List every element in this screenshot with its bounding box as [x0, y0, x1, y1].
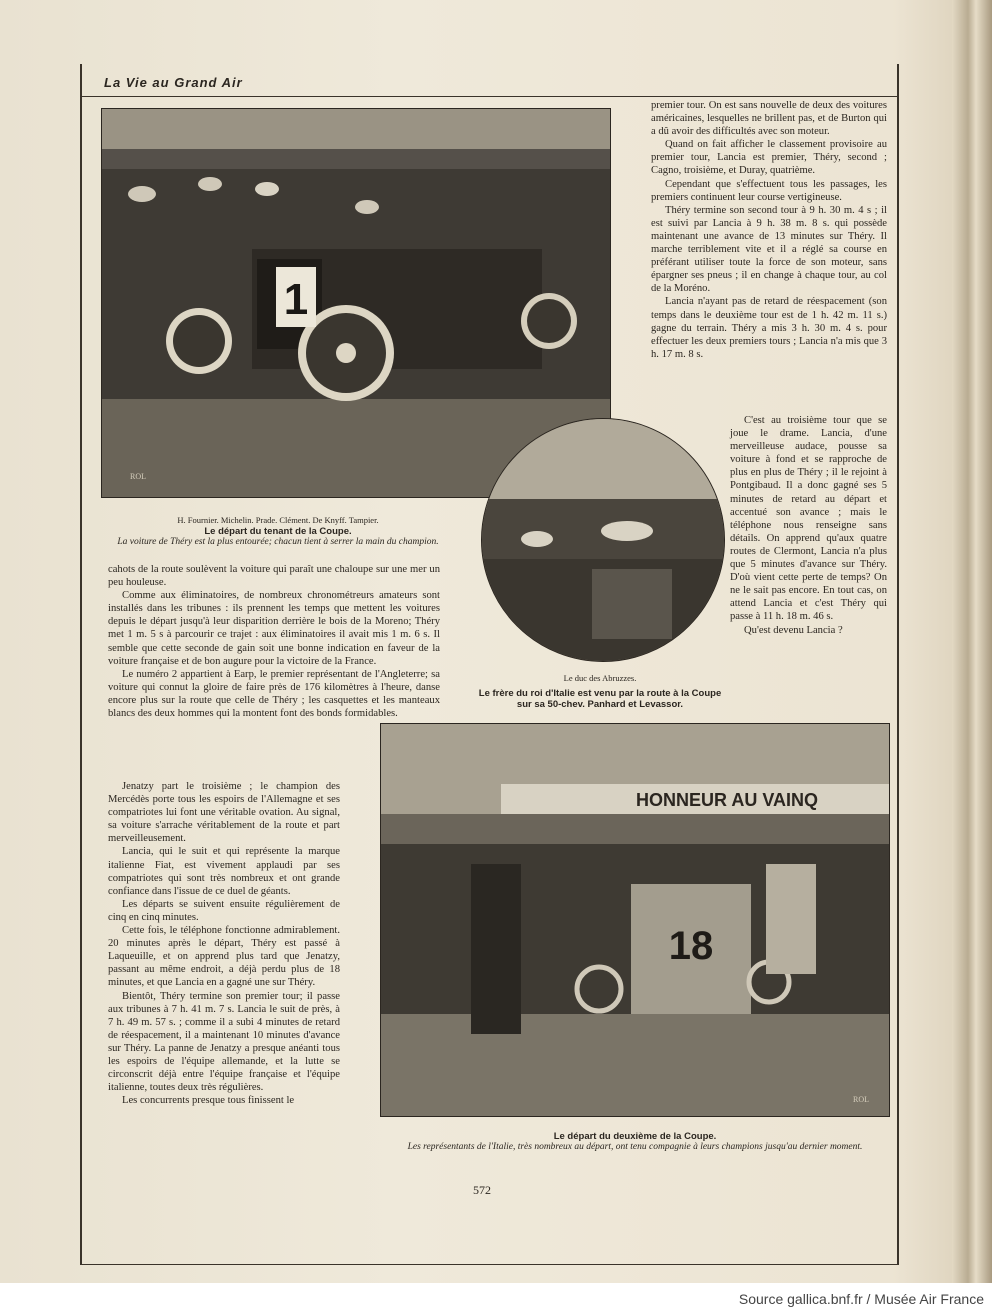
- left-paragraph: Bientôt, Théry termine son premier tour; il passe aux tribunes à 7 h. 41 m. 7 s. Lancia le suit de près, à 7 h. 49 m. 57 s. ; comme il a subi 4 minutes de retard de réespacement, il a maintenant 10 minutes d'avance sur Théry. La panne de Jenatzy a presque anéanti tous les espoirs de l'équipe allemande, et la lutte se circonscrit déjà entre l'équipe française et l'équipe italienne, toutes deux très régulières.: [108, 990, 340, 1094]
- banner-text: HONNEUR AU VAINQ: [636, 790, 819, 810]
- header-rule: [80, 96, 899, 97]
- left-paragraph: Les concurrents presque tous finissent le: [122, 1095, 295, 1107]
- left-paragraph: Le numéro 2 appartient à Earp, le premier représentant de l'Angleterre; sa voiture qui connut la gloire de faire près de 176 kilomètres à l'heure, danse encore plus sur la route que celle de Théry ; les casquettes et les manteaux blancs des deux hommes qui la montent font des bonds formidables.: [108, 668, 440, 720]
- left-paragraph: Jenatzy part le troisième ; le champion des Mercédès porte tous les espoirs de l'Allemagne et ses compatriotes lui font une véritable ovation. Au signal, sa voiture s'arrache véritablement de la route et part merveilleusement.: [108, 781, 340, 845]
- photo2-caption: [474, 673, 726, 710]
- left-paragraph: Cette fois, le téléphone fonctionne admirablement. 20 minutes après le départ, Théry est passé à Laqueuille, et on apprend plus tard que Jenatzy, passant au même endroit, a déjà perdu plus de 18 minutes, et que Lancia en a gagné une sur Théry.: [108, 925, 340, 989]
- photo1-title: Le départ du tenant de la Coupe.: [204, 526, 352, 537]
- photo-duc-abruzzes: [481, 418, 725, 662]
- left-paragraph: Lancia, qui le suit et qui représente la marque italienne Fiat, est vivement applaudi par ses compatriotes qui sont très nombreux et ont grande confiance dans l'issue de ce duel de géants.: [108, 846, 340, 897]
- right-paragraph: Qu'est devenu Lancia ?: [744, 624, 843, 636]
- running-header: La Vie au Grand Air: [104, 75, 243, 90]
- left-paragraph: Comme aux éliminatoires, de nombreux chronométreurs amateurs sont installés dans les tribunes : ils prennent les temps que mettent les voitures depuis le départ jusqu'à leur disparition derrière le bois de la Moreno; Théry met 1 m. 5 s à parcourir ce trajet : aux éliminatoires il avait mis 1 m. 6 s. Il semble que cette seconde de gain soit une bonne indication en faveur de la voiture française et de bon augure pour la victoire de la France.: [108, 590, 440, 667]
- photo1-signature: ROL: [130, 472, 146, 481]
- source-credit: Source gallica.bnf.fr / Musée Air France: [738, 1291, 984, 1307]
- car-number-1: 1: [283, 275, 309, 324]
- right-paragraph: Quand on fait afficher le classement provisoire au premier tour, Lancia est premier, Théry, second ; Cagno, troisième, et Duray, quatrième.: [651, 139, 887, 177]
- photo3-caption: [380, 1131, 890, 1153]
- footer-rule: [80, 1264, 899, 1265]
- photo3-title: Le départ du deuxième de la Coupe.: [553, 1131, 717, 1142]
- photo-lancia-start: [380, 723, 890, 1117]
- left-column: [108, 563, 440, 720]
- right-column: [651, 99, 887, 361]
- right-paragraph: Cependant que s'effectuent tous les passages, les premiers continuent leur course vertigineuse.: [651, 178, 887, 203]
- photo3-signature: ROL: [853, 1095, 869, 1104]
- right-column-lower: [730, 414, 887, 637]
- page-number: 572: [473, 1183, 491, 1197]
- photo2-title: Le frère du roi d'Italie est venu par la route à la Coupe sur sa 50-chev. Panhard et Levassor.: [478, 688, 722, 710]
- right-paragraph: Lancia n'ayant pas de retard de réespacement (son temps dans le deuxième tour est de 1 h. 42 m. 11 s.) gagne du terrain. Théry a mis 3 h. 30 m. 4 s. pour effectuer les deux premiers tours ; Lancia n'a mis que 3 h. 17 m. 8 s.: [651, 296, 887, 360]
- left-paragraph: Les départs se suivent ensuite régulièrement de cinq en cinq minutes.: [108, 898, 340, 923]
- car-number-18: 18: [668, 924, 714, 968]
- photo1-caption-text: La voiture de Théry est la plus entourée; chacun tient à serrer la main du champion.: [117, 537, 439, 547]
- right-paragraph: Théry termine son second tour à 9 h. 30 m. 4 s ; il est suivi par Lancia à 9 h. 38 m. 8 s. qui possède maintenant une avance de 13 minutes sur Théry. Il marche terriblement vite et il a réglé sa course en préférant utiliser toute la force de son moteur, sans épargner ses pneus ; il en change à chaque tour, au col de la Moréno.: [651, 204, 887, 295]
- right-paragraph: C'est au troisième tour que se joue le drame. Lancia, d'une merveilleuse audace, pousse sa voiture à fond et se rapproche de plus en plus de Théry ; il le rejoint à Pontgibaud. Il a donc gagné ses 5 minutes de retard au départ et accentué son avance ; mais le téléphone nous renseigne sans détails. On apprend qu'aux quatre routes de Clermont, Lancia n'a plus que 5 minutes d'avance sur Théry. D'où vient cette perte de temps? On ne le sait pas encore. En tout cas, on attend Lancia et c'est Théry qui passe à 11 h. 18 m. 46 s.: [730, 415, 887, 623]
- photo2-label: Le duc des Abruzzes.: [563, 673, 637, 683]
- photo3-caption-text: Les représentants de l'Italie, très nombreux au départ, ont tenu compagnie à leurs champions jusqu'au dernier moment.: [407, 1142, 863, 1152]
- book-binding-edge: [952, 0, 992, 1290]
- photo1-names: H. Fournier. Michelin. Prade. Clément. De Knyff. Tampier.: [177, 515, 379, 525]
- left-paragraph: cahots de la route soulèvent la voiture qui paraît une chaloupe sur une mer un peu houleuse.: [108, 564, 440, 589]
- right-paragraph: premier tour. On est sans nouvelle de deux des voitures américaines, lesquelles ne brillent pas, et de Burton qui a dû avoir des difficultés avec son moteur.: [651, 100, 887, 138]
- photo1-caption: [101, 515, 455, 548]
- left-column-lower: [108, 780, 340, 1107]
